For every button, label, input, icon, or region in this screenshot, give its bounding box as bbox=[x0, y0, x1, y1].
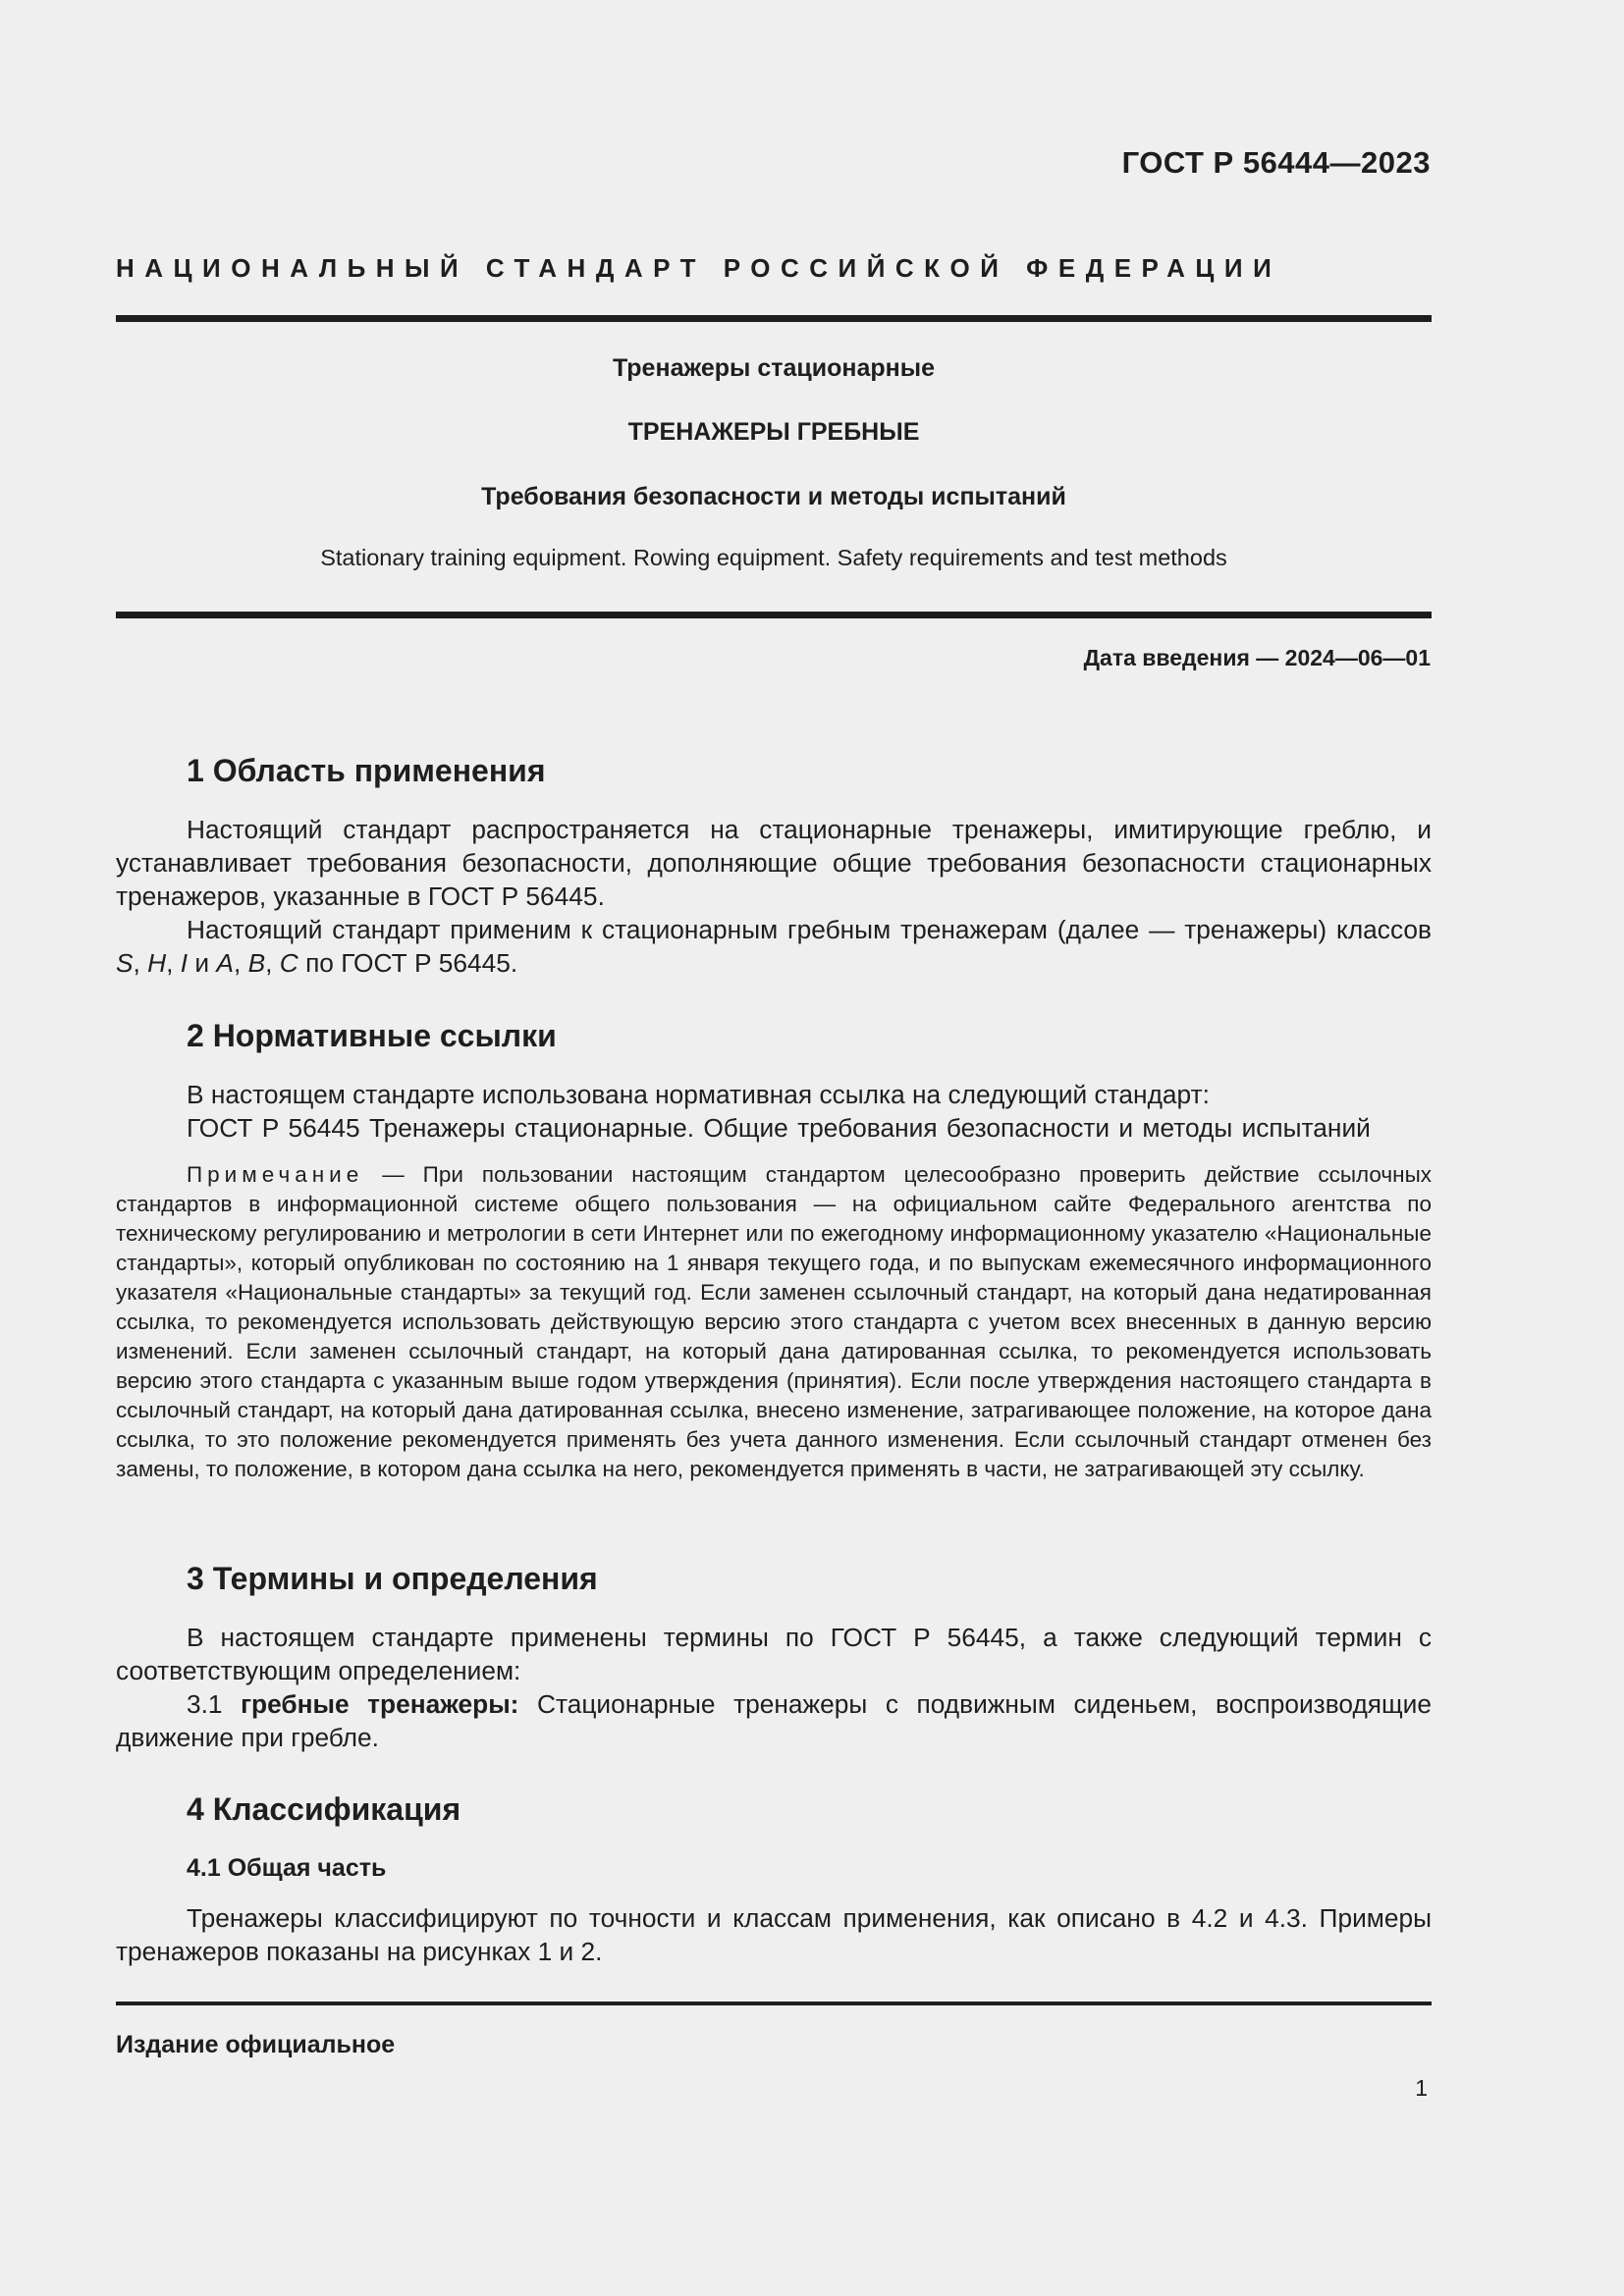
section-2-heading: 2 Нормативные ссылки bbox=[187, 1018, 557, 1053]
section-2-reference: ГОСТ Р 56445 Тренажеры стационарные. Общие требования безопасности и методы испытаний bbox=[187, 1113, 1371, 1143]
section-1-paragraph-2: Настоящий стандарт применим к стационарным гребным тренажерам (далее — тренажеры) классов S, H, I и A, B, C по ГОСТ Р 56445. bbox=[116, 915, 1432, 978]
title-bottom-rule bbox=[116, 612, 1432, 618]
section-4-heading: 4 Классификация bbox=[187, 1791, 461, 1827]
section-4-paragraph-1: Тренажеры классифицируют по точности и классам применения, как описано в 4.2 и 4.3. Примеры тренажеров показаны на рисунках 1 и 2. bbox=[116, 1903, 1432, 1966]
section-1-heading: 1 Область применения bbox=[187, 753, 546, 788]
official-edition-label: Издание официальное bbox=[116, 2031, 396, 2058]
top-rule bbox=[116, 315, 1432, 322]
section-3-heading: 3 Термины и определения bbox=[187, 1561, 598, 1596]
section-2-note: Примечание — При пользовании настоящим стандартом целесообразно проверить действие ссылочных стандартов в информационной системе общего пользования — на официальном сайте Федерального агентства по техническому регулированию и метрологии в сети Интернет или по ежегодному информационному указателю «Национальные стандарты», который опубликован по состоянию на 1 января текущего года, и по выпускам ежемесячного информационного указателя «Национальные стандарты» за текущий год. Если заменен ссылочный стандарт, на который дана недатированная ссылка, то рекомендуется использовать действующую версию этого стандарта с учетом всех внесенных в данную версию изменений. Если заменен ссылочный стандарт, на который дана датированная ссылка, то рекомендуется использовать версию этого стандарта с указанным выше годом утверждения (принятия). Если после утверждения настоящего стандарта в ссылочный стандарт, на который дана датированная ссылка, внесено изменение, затрагивающее положение, на которое дана ссылка, то это положение рекомендуется применять без учета данного изменения. Если ссылочный стандарт отменен без замены, то положение, в котором дана ссылка на него, рекомендуется применять в части, не затрагивающей эту ссылку. bbox=[116, 1162, 1432, 1481]
section-3-paragraph-1: В настоящем стандарте применены термины по ГОСТ Р 56445, а также следующий термин с соответствующим определением: bbox=[116, 1623, 1432, 1685]
section-3-term-definition: 3.1 гребные тренажеры: Стационарные тренажеры с подвижным сиденьем, воспроизводящие движение при гребле. bbox=[116, 1689, 1432, 1752]
section-2-paragraph-1: В настоящем стандарте использована нормативная ссылка на следующий стандарт: bbox=[187, 1080, 1210, 1109]
footer-rule bbox=[116, 2002, 1432, 2005]
title-subtitle: Требования безопасности и методы испытаний bbox=[481, 483, 1066, 510]
section-4-1-heading: 4.1 Общая часть bbox=[187, 1854, 387, 1882]
gost-number: ГОСТ Р 56444—2023 bbox=[1121, 145, 1431, 180]
introduction-date: Дата введения — 2024—06—01 bbox=[1083, 645, 1431, 670]
page-number: 1 bbox=[1415, 2075, 1428, 2101]
title-group: Тренажеры стационарные bbox=[612, 354, 936, 382]
national-standard-banner: НАЦИОНАЛЬНЫЙ СТАНДАРТ РОССИЙСКОЙ ФЕДЕРАЦИИ bbox=[116, 253, 1282, 283]
section-1-paragraph-1: Настоящий стандарт распространяется на стационарные тренажеры, имитирующие греблю, и устанавливает требования безопасности, дополняющие общие требования безопасности стационарных тренажеров, указанные в ГОСТ Р 56445. bbox=[116, 815, 1432, 911]
note-label: Примечание bbox=[187, 1162, 364, 1187]
title-main: ТРЕНАЖЕРЫ ГРЕБНЫЕ bbox=[627, 418, 920, 446]
title-english: Stationary training equipment. Rowing equipment. Safety requirements and test methods bbox=[320, 545, 1227, 570]
term-name: гребные тренажеры: bbox=[241, 1689, 519, 1719]
